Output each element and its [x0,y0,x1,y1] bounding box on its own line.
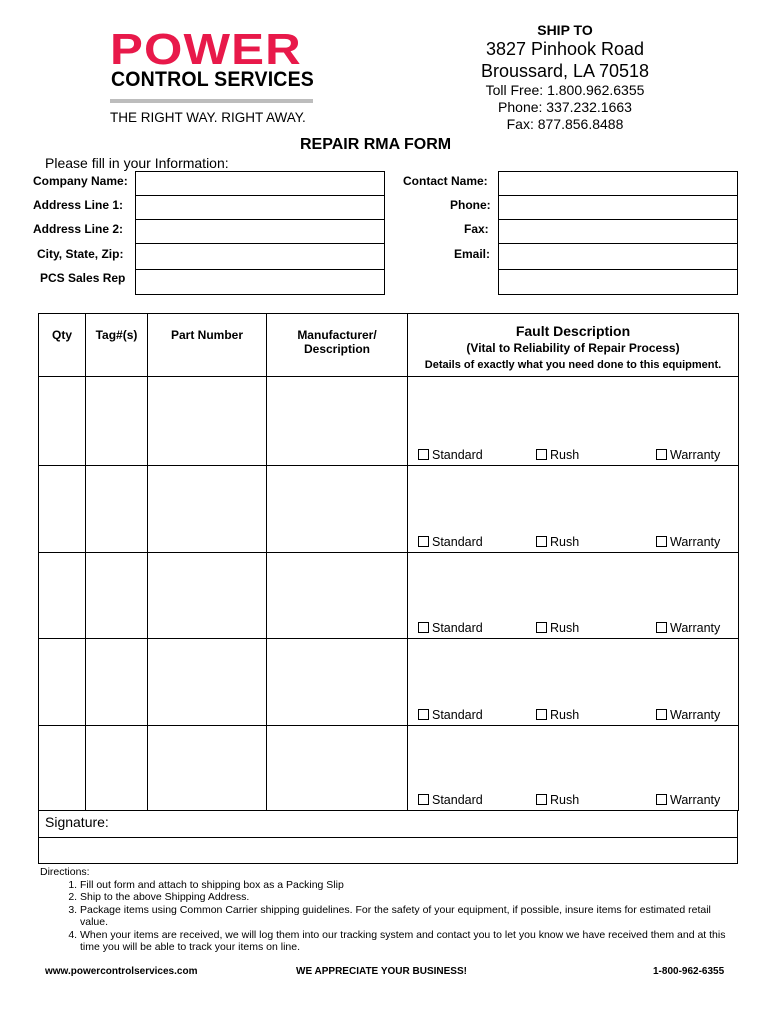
standard-checkbox-icon[interactable] [418,709,429,720]
warranty-option[interactable] [656,793,720,807]
signature-label: Signature: [45,814,109,830]
qty-cell[interactable] [39,639,86,726]
items-table [38,313,739,811]
rush-checkbox-icon[interactable] [536,709,547,720]
manufacturer-cell[interactable] [267,377,408,466]
qty-cell[interactable] [39,553,86,639]
part-number-cell[interactable] [148,553,267,639]
phone-label: Phone: [450,198,491,212]
directions-item: 2. Ship to the above Shipping Address. [80,891,730,904]
standard-option[interactable] [418,621,483,635]
rush-option[interactable] [536,535,579,549]
rush-label: Rush [550,621,580,635]
standard-checkbox-icon[interactable] [418,449,429,460]
manufacturer-cell[interactable] [267,639,408,726]
warranty-checkbox-icon[interactable] [656,794,667,805]
part-number-cell[interactable] [148,726,267,811]
signature-divider [38,837,738,838]
rush-checkbox-icon[interactable] [536,536,547,547]
table-row [39,553,739,639]
city-state-zip-field[interactable] [135,243,385,270]
sales-rep-label: PCS Sales Rep [40,271,126,285]
fault-description-cell[interactable] [408,553,739,639]
standard-label: Standard [432,448,483,462]
company-name-label: Company Name: [33,174,128,188]
warranty-label: Warranty [670,535,721,549]
manufacturer-cell[interactable] [267,726,408,811]
qty-cell[interactable] [39,466,86,553]
warranty-option[interactable] [656,448,720,462]
fault-description-cell[interactable] [408,377,739,466]
fax-label: Fax: [464,222,489,236]
rush-checkbox-icon[interactable] [536,449,547,460]
warranty-label: Warranty [670,708,721,722]
warranty-checkbox-icon[interactable] [656,622,667,633]
logo-power: POWER [110,25,302,74]
standard-option[interactable] [418,535,483,549]
fault-detail: Details of exactly what you need done to this equipment. [424,359,722,371]
email-field[interactable] [498,243,738,270]
tag-cell[interactable] [86,466,148,553]
manufacturer-cell[interactable] [267,466,408,553]
ship-to-address-2: Broussard, LA 70518 [480,61,650,81]
rush-checkbox-icon[interactable] [536,794,547,805]
directions-item: 3. Package items using Common Carrier shipping guidelines. For the safety of your equipment, if possible, insure items for estimated retail value. [80,904,730,929]
logo-tagline: THE RIGHT WAY. RIGHT AWAY. [110,110,306,125]
address-line-2-field[interactable] [135,219,385,244]
footer-website[interactable]: www.powercontrolservices.com [45,966,198,977]
address-line-1-field[interactable] [135,195,385,220]
standard-option[interactable] [418,793,483,807]
ship-to-address-1: 3827 Pinhook Road [485,39,645,59]
sales-rep-field[interactable] [135,269,385,295]
warranty-label: Warranty [670,621,721,635]
part-number-cell[interactable] [148,639,267,726]
fault-description-cell[interactable] [408,466,739,553]
qty-cell[interactable] [39,726,86,811]
warranty-option[interactable] [656,621,720,635]
table-row [39,377,739,466]
instructions-text: Please fill in your Information: [45,155,229,171]
fault-description-cell[interactable] [408,726,739,811]
standard-option[interactable] [418,708,483,722]
rush-label: Rush [550,793,580,807]
email-label: Email: [454,247,491,261]
standard-checkbox-icon[interactable] [418,622,429,633]
qty-cell[interactable] [39,377,86,466]
warranty-checkbox-icon[interactable] [656,536,667,547]
part-number-cell[interactable] [148,377,267,466]
fault-subtitle: (Vital to Reliability of Repair Process) [466,341,680,355]
part-number-header: Part Number [148,314,267,377]
rush-label: Rush [550,535,580,549]
directions-item: 4. When your items are received, we will log them into our tracking system and contact you to let you know we have received them and at this time you will be able to track your items on line. [80,929,730,954]
phone-field[interactable] [498,195,738,220]
rush-option[interactable] [536,448,579,462]
tag-cell[interactable] [86,553,148,639]
directions-item: 1. Fill out form and attach to shipping box as a Packing Slip [80,879,730,892]
standard-label: Standard [432,708,483,722]
standard-option[interactable] [418,448,483,462]
rush-checkbox-icon[interactable] [536,622,547,633]
ship-to-fax: Fax: 877.856.8488 [506,116,624,132]
directions [40,866,730,954]
qty-header: Qty [39,314,86,377]
address-line-1-label: Address Line 1: [33,198,124,212]
warranty-option[interactable] [656,535,720,549]
rush-option[interactable] [536,708,579,722]
logo-control-services: CONTROL SERVICES [111,68,315,91]
tag-cell[interactable] [86,377,148,466]
standard-label: Standard [432,535,483,549]
warranty-checkbox-icon[interactable] [656,709,667,720]
rush-option[interactable] [536,793,579,807]
rush-label: Rush [550,708,580,722]
fault-title: Fault Description [515,323,631,339]
warranty-option[interactable] [656,708,720,722]
footer-slogan: WE APPRECIATE YOUR BUSINESS! [296,966,467,977]
ship-to-phone: Phone: 337.232.1663 [498,99,632,115]
manufacturer-header: Manufacturer/ Description [267,314,408,377]
tag-cell[interactable] [86,639,148,726]
directions-list [40,879,730,954]
standard-checkbox-icon[interactable] [418,794,429,805]
standard-label: Standard [432,621,483,635]
warranty-label: Warranty [670,448,721,462]
fax-field[interactable] [498,219,738,244]
ship-to-toll-free: Toll Free: 1.800.962.6355 [485,82,645,98]
directions-heading: Directions: [40,866,90,878]
fault-description-cell[interactable] [408,639,739,726]
extra-field[interactable] [498,269,738,295]
address-line-2-label: Address Line 2: [33,222,124,236]
tag-cell[interactable] [86,726,148,811]
contact-name-field[interactable] [498,171,738,196]
city-state-zip-label: City, State, Zip: [37,247,124,261]
standard-checkbox-icon[interactable] [418,536,429,547]
form-title: REPAIR RMA FORM [300,136,452,153]
fault-description-header [408,314,739,377]
table-row [39,639,739,726]
rush-option[interactable] [536,621,579,635]
footer-phone: 1-800-962-6355 [653,966,725,977]
part-number-cell[interactable] [148,466,267,553]
company-name-field[interactable] [135,171,385,196]
contact-name-label: Contact Name: [403,174,488,188]
rush-label: Rush [550,448,580,462]
tag-header: Tag#(s) [86,314,148,377]
warranty-label: Warranty [670,793,721,807]
standard-label: Standard [432,793,483,807]
manufacturer-cell[interactable] [267,553,408,639]
table-row [39,466,739,553]
ship-to-label: SHIP TO [537,22,593,38]
table-row [39,726,739,811]
logo-divider [110,99,313,103]
warranty-checkbox-icon[interactable] [656,449,667,460]
